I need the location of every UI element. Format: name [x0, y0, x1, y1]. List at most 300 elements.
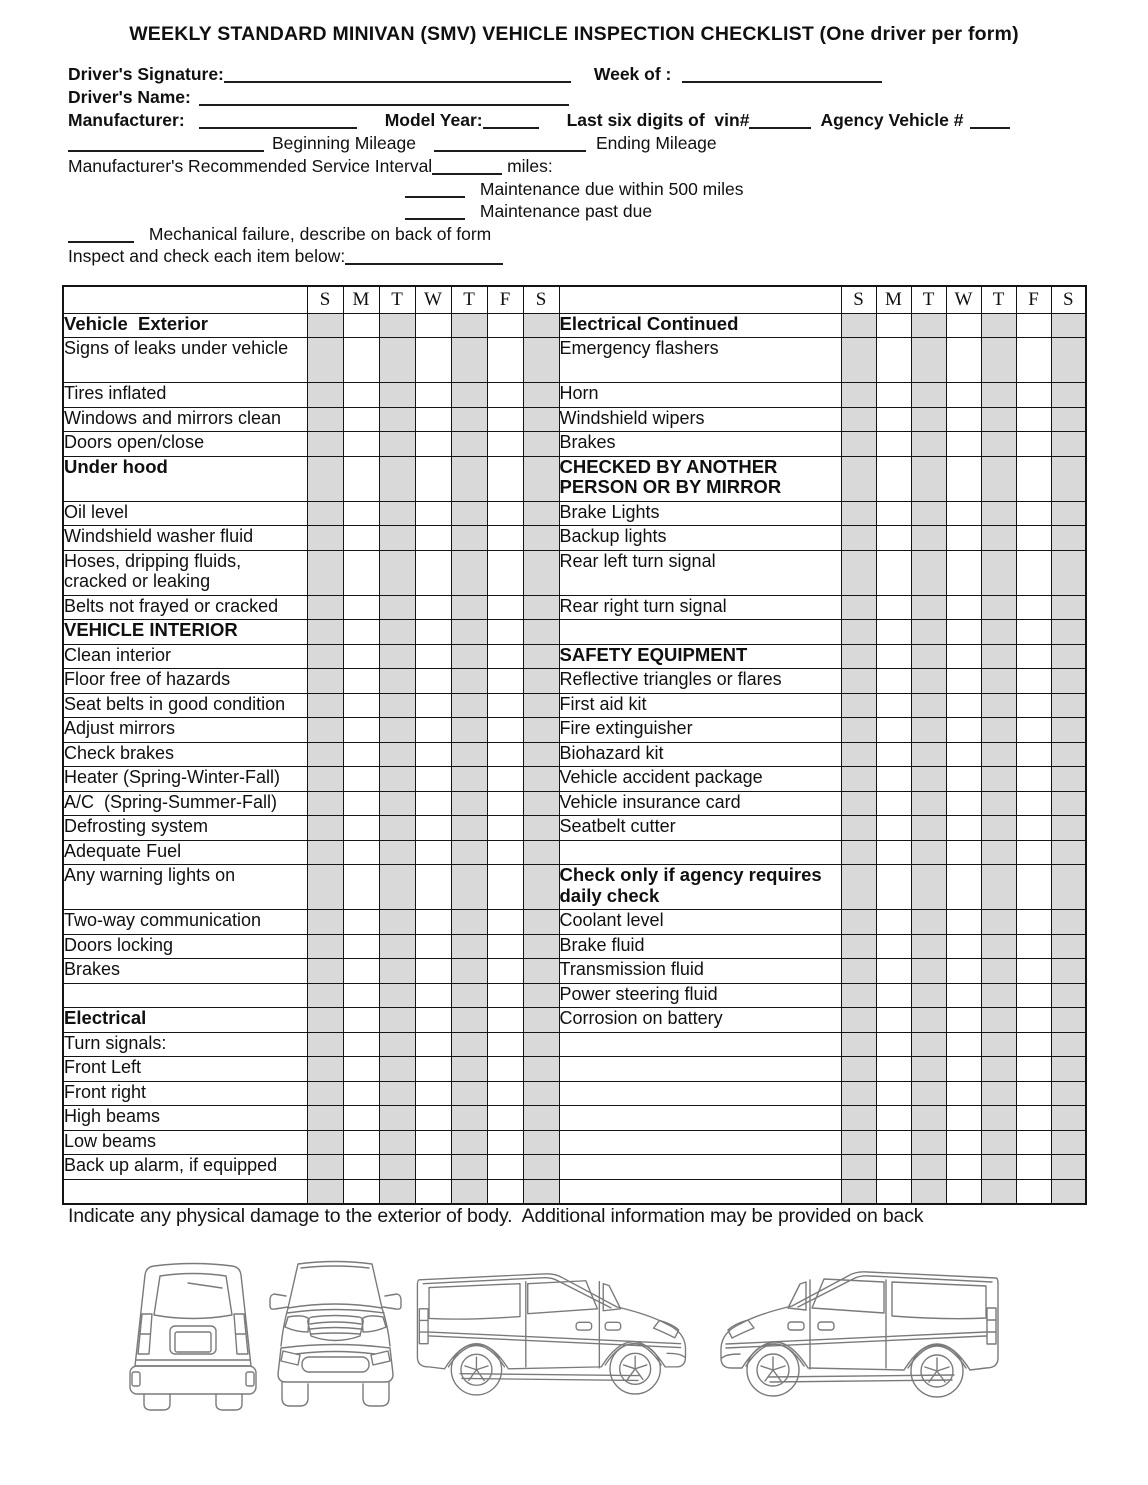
check-cell[interactable]: [343, 1106, 379, 1131]
check-cell[interactable]: [379, 1130, 415, 1155]
check-cell[interactable]: [523, 550, 559, 595]
check-cell[interactable]: [415, 407, 451, 432]
check-cell[interactable]: [307, 791, 343, 816]
check-cell[interactable]: [981, 526, 1016, 551]
check-cell[interactable]: [911, 595, 946, 620]
check-cell[interactable]: [981, 501, 1016, 526]
check-cell[interactable]: [343, 338, 379, 383]
check-cell[interactable]: [841, 1179, 876, 1204]
check-cell[interactable]: [1051, 1130, 1086, 1155]
check-cell[interactable]: [911, 501, 946, 526]
check-cell[interactable]: [981, 383, 1016, 408]
check-cell[interactable]: [343, 693, 379, 718]
check-cell[interactable]: [487, 934, 523, 959]
check-cell[interactable]: [1016, 1008, 1051, 1033]
check-cell[interactable]: [911, 959, 946, 984]
check-cell[interactable]: [451, 865, 487, 910]
check-cell[interactable]: [1051, 865, 1086, 910]
mechanical-failure-blank[interactable]: [68, 226, 134, 243]
check-cell[interactable]: [911, 1179, 946, 1204]
check-cell[interactable]: [981, 313, 1016, 338]
check-cell[interactable]: [911, 669, 946, 694]
check-cell[interactable]: [307, 693, 343, 718]
check-cell[interactable]: [946, 432, 981, 457]
check-cell[interactable]: [307, 910, 343, 935]
check-cell[interactable]: [487, 407, 523, 432]
check-cell[interactable]: [415, 865, 451, 910]
check-cell[interactable]: [1051, 1106, 1086, 1131]
check-cell[interactable]: [841, 742, 876, 767]
check-cell[interactable]: [946, 501, 981, 526]
check-cell[interactable]: [343, 983, 379, 1008]
check-cell[interactable]: [946, 669, 981, 694]
check-cell[interactable]: [451, 669, 487, 694]
check-cell[interactable]: [841, 313, 876, 338]
check-cell[interactable]: [343, 1081, 379, 1106]
check-cell[interactable]: [307, 1106, 343, 1131]
check-cell[interactable]: [415, 501, 451, 526]
check-cell[interactable]: [841, 595, 876, 620]
check-cell[interactable]: [487, 1179, 523, 1204]
check-cell[interactable]: [415, 840, 451, 865]
check-cell[interactable]: [946, 1179, 981, 1204]
check-cell[interactable]: [379, 644, 415, 669]
check-cell[interactable]: [841, 1130, 876, 1155]
check-cell[interactable]: [876, 1057, 911, 1082]
check-cell[interactable]: [841, 669, 876, 694]
check-cell[interactable]: [1016, 767, 1051, 792]
check-cell[interactable]: [911, 840, 946, 865]
check-cell[interactable]: [911, 550, 946, 595]
check-cell[interactable]: [415, 910, 451, 935]
maintenance-due-blank[interactable]: [405, 181, 465, 198]
check-cell[interactable]: [1016, 407, 1051, 432]
check-cell[interactable]: [1051, 959, 1086, 984]
inspect-blank[interactable]: [345, 248, 503, 265]
check-cell[interactable]: [946, 383, 981, 408]
check-cell[interactable]: [307, 1008, 343, 1033]
check-cell[interactable]: [307, 1130, 343, 1155]
check-cell[interactable]: [523, 526, 559, 551]
check-cell[interactable]: [876, 595, 911, 620]
check-cell[interactable]: [379, 338, 415, 383]
check-cell[interactable]: [876, 816, 911, 841]
check-cell[interactable]: [451, 526, 487, 551]
check-cell[interactable]: [451, 432, 487, 457]
check-cell[interactable]: [307, 550, 343, 595]
check-cell[interactable]: [1051, 501, 1086, 526]
check-cell[interactable]: [946, 550, 981, 595]
check-cell[interactable]: [1051, 840, 1086, 865]
check-cell[interactable]: [307, 742, 343, 767]
check-cell[interactable]: [876, 313, 911, 338]
check-cell[interactable]: [946, 1155, 981, 1180]
check-cell[interactable]: [876, 934, 911, 959]
check-cell[interactable]: [1051, 742, 1086, 767]
check-cell[interactable]: [876, 1130, 911, 1155]
check-cell[interactable]: [487, 1008, 523, 1033]
check-cell[interactable]: [981, 1057, 1016, 1082]
check-cell[interactable]: [876, 840, 911, 865]
check-cell[interactable]: [523, 1106, 559, 1131]
check-cell[interactable]: [1016, 865, 1051, 910]
check-cell[interactable]: [451, 742, 487, 767]
check-cell[interactable]: [451, 644, 487, 669]
check-cell[interactable]: [343, 501, 379, 526]
check-cell[interactable]: [841, 1032, 876, 1057]
check-cell[interactable]: [1016, 693, 1051, 718]
check-cell[interactable]: [946, 742, 981, 767]
check-cell[interactable]: [876, 1106, 911, 1131]
check-cell[interactable]: [415, 983, 451, 1008]
check-cell[interactable]: [911, 983, 946, 1008]
check-cell[interactable]: [379, 669, 415, 694]
check-cell[interactable]: [911, 620, 946, 645]
check-cell[interactable]: [911, 934, 946, 959]
check-cell[interactable]: [343, 910, 379, 935]
check-cell[interactable]: [981, 669, 1016, 694]
check-cell[interactable]: [487, 959, 523, 984]
check-cell[interactable]: [415, 620, 451, 645]
check-cell[interactable]: [946, 934, 981, 959]
check-cell[interactable]: [451, 934, 487, 959]
check-cell[interactable]: [487, 840, 523, 865]
check-cell[interactable]: [343, 1057, 379, 1082]
check-cell[interactable]: [981, 693, 1016, 718]
check-cell[interactable]: [981, 407, 1016, 432]
check-cell[interactable]: [379, 1081, 415, 1106]
check-cell[interactable]: [451, 1155, 487, 1180]
check-cell[interactable]: [946, 840, 981, 865]
check-cell[interactable]: [451, 338, 487, 383]
check-cell[interactable]: [379, 620, 415, 645]
check-cell[interactable]: [343, 313, 379, 338]
check-cell[interactable]: [307, 432, 343, 457]
check-cell[interactable]: [523, 383, 559, 408]
check-cell[interactable]: [307, 456, 343, 501]
check-cell[interactable]: [1016, 338, 1051, 383]
check-cell[interactable]: [981, 742, 1016, 767]
check-cell[interactable]: [841, 1057, 876, 1082]
check-cell[interactable]: [841, 1155, 876, 1180]
check-cell[interactable]: [451, 767, 487, 792]
check-cell[interactable]: [1016, 526, 1051, 551]
check-cell[interactable]: [487, 313, 523, 338]
check-cell[interactable]: [876, 456, 911, 501]
check-cell[interactable]: [1016, 718, 1051, 743]
check-cell[interactable]: [487, 669, 523, 694]
check-cell[interactable]: [911, 432, 946, 457]
check-cell[interactable]: [307, 644, 343, 669]
check-cell[interactable]: [523, 1057, 559, 1082]
check-cell[interactable]: [911, 1130, 946, 1155]
check-cell[interactable]: [1051, 338, 1086, 383]
check-cell[interactable]: [379, 407, 415, 432]
check-cell[interactable]: [841, 407, 876, 432]
check-cell[interactable]: [523, 959, 559, 984]
check-cell[interactable]: [415, 693, 451, 718]
maintenance-past-due-blank[interactable]: [405, 203, 465, 220]
check-cell[interactable]: [343, 669, 379, 694]
check-cell[interactable]: [487, 791, 523, 816]
check-cell[interactable]: [523, 595, 559, 620]
check-cell[interactable]: [451, 501, 487, 526]
check-cell[interactable]: [487, 338, 523, 383]
check-cell[interactable]: [523, 456, 559, 501]
check-cell[interactable]: [523, 432, 559, 457]
check-cell[interactable]: [451, 550, 487, 595]
check-cell[interactable]: [487, 1106, 523, 1131]
check-cell[interactable]: [343, 718, 379, 743]
check-cell[interactable]: [911, 1106, 946, 1131]
check-cell[interactable]: [415, 1179, 451, 1204]
check-cell[interactable]: [487, 1081, 523, 1106]
check-cell[interactable]: [1016, 791, 1051, 816]
check-cell[interactable]: [1016, 1130, 1051, 1155]
check-cell[interactable]: [415, 383, 451, 408]
check-cell[interactable]: [523, 718, 559, 743]
check-cell[interactable]: [841, 432, 876, 457]
check-cell[interactable]: [415, 313, 451, 338]
check-cell[interactable]: [523, 840, 559, 865]
check-cell[interactable]: [841, 840, 876, 865]
check-cell[interactable]: [343, 767, 379, 792]
check-cell[interactable]: [487, 816, 523, 841]
check-cell[interactable]: [981, 840, 1016, 865]
check-cell[interactable]: [487, 501, 523, 526]
check-cell[interactable]: [981, 620, 1016, 645]
ending-mileage-blank[interactable]: [434, 135, 586, 152]
check-cell[interactable]: [379, 526, 415, 551]
check-cell[interactable]: [451, 1081, 487, 1106]
check-cell[interactable]: [1016, 550, 1051, 595]
check-cell[interactable]: [946, 1008, 981, 1033]
check-cell[interactable]: [911, 1008, 946, 1033]
check-cell[interactable]: [841, 338, 876, 383]
check-cell[interactable]: [1051, 934, 1086, 959]
check-cell[interactable]: [1016, 669, 1051, 694]
check-cell[interactable]: [946, 313, 981, 338]
check-cell[interactable]: [307, 313, 343, 338]
check-cell[interactable]: [415, 338, 451, 383]
check-cell[interactable]: [876, 669, 911, 694]
check-cell[interactable]: [911, 693, 946, 718]
check-cell[interactable]: [1051, 718, 1086, 743]
check-cell[interactable]: [523, 313, 559, 338]
check-cell[interactable]: [1051, 767, 1086, 792]
check-cell[interactable]: [343, 644, 379, 669]
check-cell[interactable]: [946, 338, 981, 383]
check-cell[interactable]: [379, 934, 415, 959]
check-cell[interactable]: [379, 742, 415, 767]
check-cell[interactable]: [307, 501, 343, 526]
check-cell[interactable]: [415, 1032, 451, 1057]
check-cell[interactable]: [523, 644, 559, 669]
check-cell[interactable]: [841, 693, 876, 718]
check-cell[interactable]: [343, 456, 379, 501]
check-cell[interactable]: [343, 526, 379, 551]
check-cell[interactable]: [981, 983, 1016, 1008]
check-cell[interactable]: [876, 983, 911, 1008]
service-interval-blank[interactable]: [432, 158, 502, 175]
check-cell[interactable]: [946, 816, 981, 841]
check-cell[interactable]: [876, 1008, 911, 1033]
check-cell[interactable]: [415, 718, 451, 743]
check-cell[interactable]: [1016, 934, 1051, 959]
check-cell[interactable]: [307, 383, 343, 408]
check-cell[interactable]: [1051, 644, 1086, 669]
check-cell[interactable]: [841, 526, 876, 551]
check-cell[interactable]: [876, 550, 911, 595]
check-cell[interactable]: [379, 1032, 415, 1057]
check-cell[interactable]: [1016, 644, 1051, 669]
check-cell[interactable]: [981, 1032, 1016, 1057]
check-cell[interactable]: [981, 456, 1016, 501]
check-cell[interactable]: [841, 501, 876, 526]
check-cell[interactable]: [876, 1179, 911, 1204]
check-cell[interactable]: [911, 1155, 946, 1180]
check-cell[interactable]: [911, 742, 946, 767]
check-cell[interactable]: [343, 934, 379, 959]
check-cell[interactable]: [379, 983, 415, 1008]
check-cell[interactable]: [911, 865, 946, 910]
check-cell[interactable]: [343, 550, 379, 595]
check-cell[interactable]: [415, 595, 451, 620]
check-cell[interactable]: [307, 1057, 343, 1082]
check-cell[interactable]: [523, 1081, 559, 1106]
check-cell[interactable]: [415, 456, 451, 501]
check-cell[interactable]: [523, 1130, 559, 1155]
check-cell[interactable]: [876, 959, 911, 984]
check-cell[interactable]: [415, 791, 451, 816]
check-cell[interactable]: [911, 338, 946, 383]
check-cell[interactable]: [451, 791, 487, 816]
check-cell[interactable]: [981, 718, 1016, 743]
check-cell[interactable]: [981, 1179, 1016, 1204]
check-cell[interactable]: [911, 718, 946, 743]
check-cell[interactable]: [415, 526, 451, 551]
check-cell[interactable]: [379, 383, 415, 408]
check-cell[interactable]: [343, 1008, 379, 1033]
check-cell[interactable]: [487, 742, 523, 767]
check-cell[interactable]: [487, 644, 523, 669]
check-cell[interactable]: [415, 432, 451, 457]
check-cell[interactable]: [379, 865, 415, 910]
check-cell[interactable]: [307, 865, 343, 910]
check-cell[interactable]: [379, 1106, 415, 1131]
check-cell[interactable]: [523, 1008, 559, 1033]
check-cell[interactable]: [451, 1106, 487, 1131]
check-cell[interactable]: [946, 983, 981, 1008]
check-cell[interactable]: [523, 816, 559, 841]
check-cell[interactable]: [487, 432, 523, 457]
check-cell[interactable]: [451, 595, 487, 620]
check-cell[interactable]: [1016, 1081, 1051, 1106]
check-cell[interactable]: [307, 1081, 343, 1106]
check-cell[interactable]: [487, 383, 523, 408]
check-cell[interactable]: [841, 983, 876, 1008]
check-cell[interactable]: [911, 1032, 946, 1057]
check-cell[interactable]: [911, 407, 946, 432]
check-cell[interactable]: [841, 910, 876, 935]
check-cell[interactable]: [876, 1155, 911, 1180]
check-cell[interactable]: [911, 816, 946, 841]
check-cell[interactable]: [307, 718, 343, 743]
week-of-blank[interactable]: [682, 66, 882, 83]
check-cell[interactable]: [379, 959, 415, 984]
check-cell[interactable]: [981, 767, 1016, 792]
check-cell[interactable]: [451, 1130, 487, 1155]
check-cell[interactable]: [1051, 456, 1086, 501]
check-cell[interactable]: [981, 595, 1016, 620]
check-cell[interactable]: [1016, 501, 1051, 526]
check-cell[interactable]: [1051, 693, 1086, 718]
check-cell[interactable]: [415, 1057, 451, 1082]
check-cell[interactable]: [307, 840, 343, 865]
check-cell[interactable]: [946, 910, 981, 935]
check-cell[interactable]: [343, 620, 379, 645]
check-cell[interactable]: [911, 791, 946, 816]
check-cell[interactable]: [523, 983, 559, 1008]
beginning-mileage-blank[interactable]: [68, 135, 264, 152]
check-cell[interactable]: [841, 1106, 876, 1131]
check-cell[interactable]: [1016, 313, 1051, 338]
check-cell[interactable]: [379, 816, 415, 841]
check-cell[interactable]: [946, 865, 981, 910]
check-cell[interactable]: [1016, 959, 1051, 984]
check-cell[interactable]: [1051, 595, 1086, 620]
check-cell[interactable]: [841, 1081, 876, 1106]
check-cell[interactable]: [343, 1179, 379, 1204]
check-cell[interactable]: [1016, 595, 1051, 620]
check-cell[interactable]: [946, 1106, 981, 1131]
check-cell[interactable]: [876, 1032, 911, 1057]
check-cell[interactable]: [379, 313, 415, 338]
check-cell[interactable]: [307, 407, 343, 432]
check-cell[interactable]: [451, 910, 487, 935]
check-cell[interactable]: [379, 1155, 415, 1180]
check-cell[interactable]: [876, 910, 911, 935]
check-cell[interactable]: [307, 595, 343, 620]
check-cell[interactable]: [876, 791, 911, 816]
check-cell[interactable]: [451, 407, 487, 432]
check-cell[interactable]: [451, 383, 487, 408]
check-cell[interactable]: [876, 865, 911, 910]
check-cell[interactable]: [1016, 1179, 1051, 1204]
check-cell[interactable]: [379, 501, 415, 526]
check-cell[interactable]: [1051, 1179, 1086, 1204]
check-cell[interactable]: [343, 816, 379, 841]
check-cell[interactable]: [841, 550, 876, 595]
check-cell[interactable]: [343, 1155, 379, 1180]
check-cell[interactable]: [981, 959, 1016, 984]
check-cell[interactable]: [451, 1032, 487, 1057]
check-cell[interactable]: [487, 1130, 523, 1155]
check-cell[interactable]: [379, 456, 415, 501]
check-cell[interactable]: [415, 550, 451, 595]
check-cell[interactable]: [307, 1032, 343, 1057]
check-cell[interactable]: [523, 767, 559, 792]
check-cell[interactable]: [523, 1032, 559, 1057]
check-cell[interactable]: [876, 383, 911, 408]
check-cell[interactable]: [487, 526, 523, 551]
check-cell[interactable]: [841, 718, 876, 743]
check-cell[interactable]: [876, 526, 911, 551]
check-cell[interactable]: [523, 620, 559, 645]
check-cell[interactable]: [523, 1179, 559, 1204]
check-cell[interactable]: [981, 865, 1016, 910]
check-cell[interactable]: [946, 456, 981, 501]
